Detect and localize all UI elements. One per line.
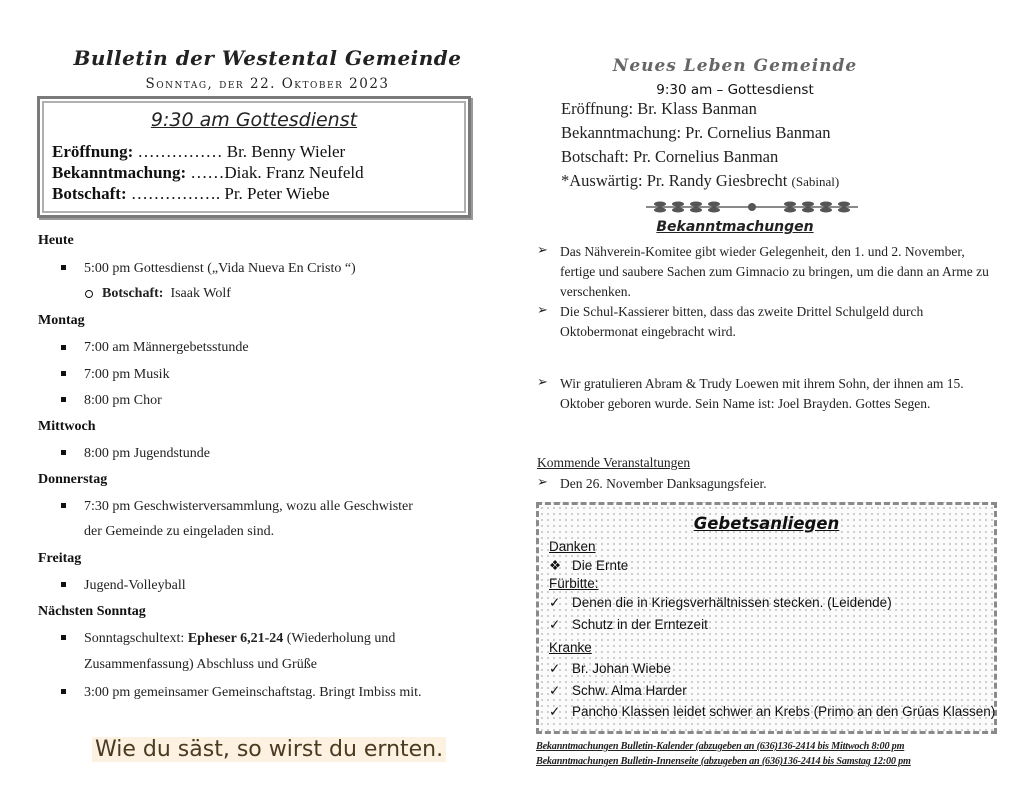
prayer-item <box>549 704 995 720</box>
footer-note: Bekanntmachungen Bulletin-Kalender (abzugeben an (636)136-2414 bis Mittwoch 8:00 pm <box>536 741 905 752</box>
scripture-reference: Epheser 6,21-24 <box>187 631 284 646</box>
service-line-bekanntmachung <box>52 163 364 183</box>
day-heute: Heute <box>38 233 74 248</box>
day-montag: Montag <box>38 313 85 328</box>
service-label: Eröffnung: <box>52 142 134 161</box>
bulletin-date: Sonntag, der 22. Oktober 2023 <box>145 76 390 92</box>
prayer-item <box>549 661 671 677</box>
day-mittwoch: Mittwoch <box>38 419 96 434</box>
announcement-item: Die Schul-Kassierer bitten, dass das zweite Drittel Schulgeld durch Oktobermonat eingebracht wird. <box>560 304 924 339</box>
check-icon: ✓ <box>549 704 561 719</box>
check-icon: ✓ <box>549 661 561 676</box>
service-value: Br. Benny Wieler <box>226 142 346 161</box>
neues-leben-title: Neues Leben Gemeinde <box>612 56 858 76</box>
prayer-category-kranke: Kranke <box>549 640 592 655</box>
prayer-item-text: Schw. Alma Harder <box>572 683 687 698</box>
upcoming-event-item: Den 26. November Danksagungsfeier. <box>560 476 767 491</box>
footer-note: Bekanntmachungen Bulletin-Innenseite (abzugeben an (636)136-2414 bis Samstag 12:00 pm <box>536 756 911 767</box>
guest-location: (Sabinal) <box>791 174 840 189</box>
bullet-icon <box>61 371 66 376</box>
upcoming-events-title: Kommende Veranstaltungen <box>537 455 691 470</box>
service-label: Botschaft: <box>52 184 127 203</box>
schedule-item: 5:00 pm Gottesdienst („Vida Nueva En Cristo “) <box>84 261 356 276</box>
check-icon: ✓ <box>549 595 561 610</box>
day-naechster-sonntag: Nächsten Sonntag <box>38 604 146 619</box>
schedule-item: 7:00 am Männergebetsstunde <box>84 340 249 355</box>
schedule-item: 8:00 pm Chor <box>84 393 162 408</box>
service-dots: …………… <box>133 142 223 161</box>
arrow-bullet-icon: ➢ <box>537 243 548 258</box>
prayer-category-danken: Danken <box>549 539 596 554</box>
motto: Wie du säst, so wirst du ernten. <box>92 737 446 762</box>
bulletin-title: Bulletin der Westental Gemeinde <box>73 46 462 70</box>
check-icon: ✓ <box>549 617 561 632</box>
service-label: Bekanntmachung: <box>52 163 187 182</box>
subitem-label: Botschaft: <box>102 286 164 301</box>
item-text: (Wiederholung und <box>283 631 396 646</box>
prayer-requests-box <box>536 502 997 734</box>
schedule-item-continued: Zusammenfassung) Abschluss und Grüße <box>84 657 317 672</box>
prayer-item <box>549 683 687 699</box>
neues-leben-guest <box>561 171 839 191</box>
schedule-item: 8:00 pm Jugendstunde <box>84 446 210 461</box>
schedule-item: 7:00 pm Musik <box>84 367 170 382</box>
service-dots: ……………. <box>126 184 221 203</box>
announcement-item: Das Nähverein-Komitee gibt wieder Gelegenheit, den 1. und 2. November, fertige und saubere Sachen zum Gimnacio zu bringen, um die dann an Arme zu verschenken. <box>560 244 989 299</box>
prayer-item-text: Schutz in der Erntezeit <box>572 617 708 632</box>
check-icon: ✓ <box>549 683 561 698</box>
bullet-icon <box>61 345 66 350</box>
prayer-item-text: Pancho Klassen leidet schwer an Krebs (Primo an den Grúas Klassen) <box>572 704 996 719</box>
item-text: Sonntagschultext: <box>84 631 188 646</box>
schedule-item-continued: der Gemeinde zu eingeladen sind. <box>84 524 275 539</box>
service-value: Pr. Peter Wiebe <box>224 184 330 203</box>
prayer-item <box>549 617 708 633</box>
bullet-icon <box>61 689 66 694</box>
neues-leben-line: Botschaft: Pr. Cornelius Banman <box>561 147 779 166</box>
bullet-icon <box>61 503 66 508</box>
arrow-bullet-icon: ➢ <box>537 475 548 490</box>
schedule-item <box>84 631 395 647</box>
ornament-divider-icon <box>640 199 864 215</box>
day-donnerstag: Donnerstag <box>38 472 108 487</box>
bullet-icon <box>61 635 66 640</box>
service-title: 9:30 am Gottesdienst <box>150 109 358 131</box>
arrow-bullet-icon: ➢ <box>537 303 548 318</box>
prayer-category-fuerbitte: Fürbitte: <box>549 576 599 591</box>
arrow-bullet-icon: ➢ <box>537 375 548 390</box>
announcement-item: Wir gratulieren Abram & Trudy Loewen mit ihrem Sohn, der ihnen am 15. Oktober geboren wurde. Sein Name ist: Joel Brayden. Gottes Segen. <box>560 376 964 411</box>
service-line-eroeffnung <box>52 142 345 162</box>
prayer-item <box>549 558 628 574</box>
prayer-item <box>549 595 892 611</box>
schedule-item: 3:00 pm gemeinsamer Gemeinschaftstag. Bringt Imbiss mit. <box>84 685 422 700</box>
prayer-item-text: Die Ernte <box>572 558 629 573</box>
guest-text: *Auswärtig: Pr. Randy Giesbrecht <box>561 171 792 190</box>
schedule-subitem <box>102 286 231 302</box>
service-dots: …… <box>186 163 225 182</box>
schedule-item: Jugend-Volleyball <box>84 578 186 593</box>
subitem-value: Isaak Wolf <box>170 286 231 301</box>
bullet-icon <box>61 397 66 402</box>
circle-bullet-icon <box>85 290 93 298</box>
prayer-item-text: Br. Johan Wiebe <box>572 661 672 676</box>
neues-leben-line: Bekanntmachung: Pr. Cornelius Banman <box>561 123 831 142</box>
prayer-item-text: Denen die in Kriegsverhältnissen stecken. (Leidende) <box>572 595 892 610</box>
service-value: Diak. Franz Neufeld <box>224 163 364 182</box>
day-freitag: Freitag <box>38 551 82 566</box>
neues-leben-time: 9:30 am – Gottesdienst <box>656 82 814 98</box>
bullet-icon <box>61 450 66 455</box>
bullet-icon <box>61 265 66 270</box>
schedule-item: 7:30 pm Geschwisterversammlung, wozu alle Geschwister <box>84 499 413 514</box>
bullet-icon <box>61 582 66 587</box>
diamond-bullet-icon: ❖ <box>549 558 562 573</box>
service-line-botschaft <box>52 184 330 204</box>
neues-leben-line: Eröffnung: Br. Klass Banman <box>561 99 757 118</box>
service-box <box>37 96 471 218</box>
announcements-title: Bekanntmachungen <box>656 219 814 235</box>
prayer-title: Gebetsanliegen <box>693 514 840 533</box>
